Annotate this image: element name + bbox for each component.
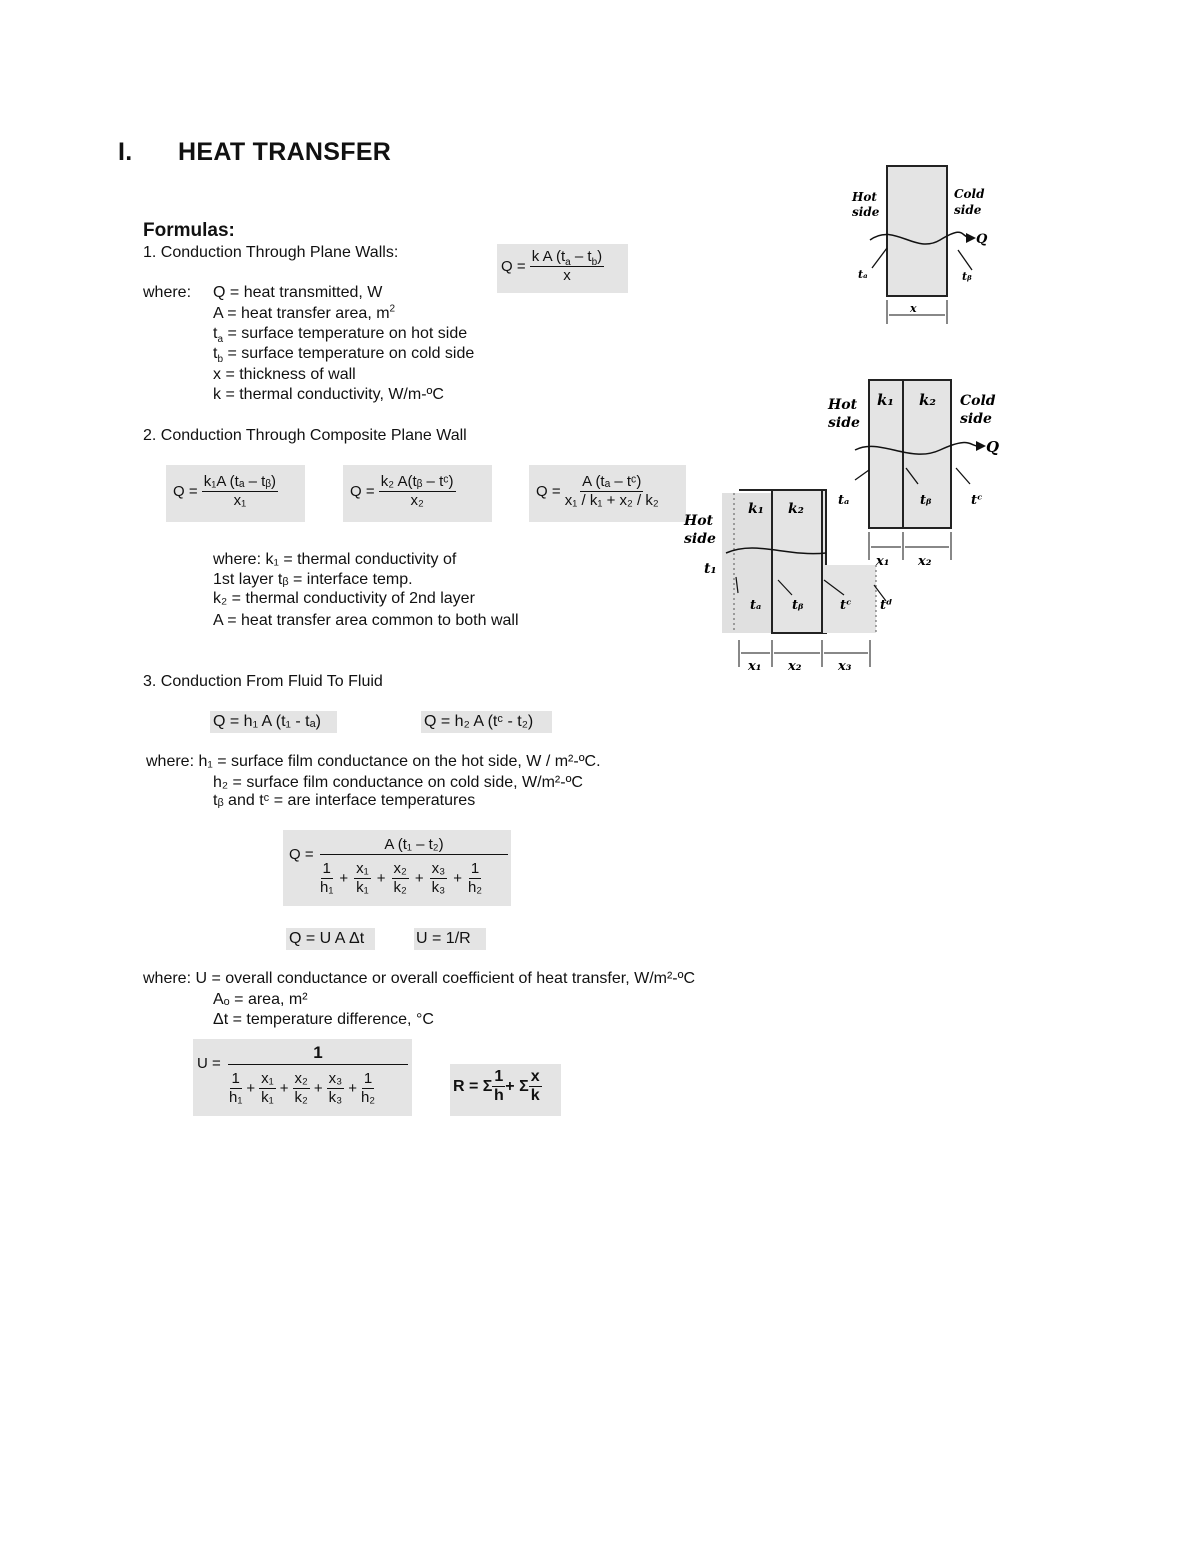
fluid-lhs: Q = (289, 846, 314, 863)
d3-td-label: tᵈ (880, 598, 893, 613)
term-4: $\frac{\text{x₃}}{\text{k₃}}$ (431, 860, 446, 896)
r-frac1-num: 1 (494, 1068, 504, 1085)
item3-where2-2: Aₒ = area, m² (213, 991, 308, 1008)
d3-k1-label: k₁ (748, 501, 764, 517)
d3-x1-label: x₁ (748, 659, 762, 674)
d1-tb-label: tᵦ (962, 270, 972, 283)
formula-composite (536, 473, 659, 510)
formulas-heading: Formulas: (143, 220, 235, 241)
def-q: Q = heat transmitted, W (213, 284, 383, 301)
eq-u-1r: U = 1/R (416, 930, 471, 947)
item3-where-3: tᵦ and tᶜ = are interface temperatures (213, 792, 476, 809)
def-ta: $t_a$ = surface temperature on hot side (213, 325, 468, 346)
eq-hot-film: Q = h₁ A (t₁ - tₐ) (213, 713, 321, 730)
plane-wall-diagram (840, 160, 1020, 330)
term-2: $\frac{\text{x₁}}{\text{k₁}}$ (356, 860, 369, 896)
f1-lhs: Q = (173, 483, 198, 500)
d3-ta-label: tₐ (750, 598, 762, 613)
f2-num: k₂ A(tᵦ – tᶜ) (380, 473, 454, 490)
item2-where-1: where: k₁ = thermal conductivity of (213, 551, 457, 568)
section-number: I. (118, 138, 133, 166)
r-frac2-num: x (530, 1068, 540, 1085)
eq-cold-film: Q = h₂ A (tᶜ - t₂) (424, 713, 534, 730)
item3-title: 3. Conduction From Fluid To Fluid (143, 673, 383, 690)
d1-ta-label: tₐ (858, 268, 868, 281)
formula-den: x (563, 267, 571, 284)
item2-where-2: 1st layer tᵦ = interface temp. (213, 571, 413, 588)
item2-where-3: k₂ = thermal conductivity of 2nd layer (213, 590, 475, 607)
f3-lhs: Q = (536, 483, 561, 500)
item1-title: 1. Conduction Through Plane Walls: (143, 244, 399, 261)
fluid-to-fluid-diagram (676, 485, 898, 675)
d3-hot-label: Hot (684, 513, 714, 529)
fluid-num: A (t₁ – t₂) (320, 836, 508, 855)
r-frac2-den: k (530, 1087, 540, 1104)
d2-cold-side-label: side (960, 411, 992, 427)
def-a: A = heat transfer area, $m^2$ (213, 303, 396, 322)
u-term-2: $\frac{\text{x₁}}{\text{k₁}}$ (261, 1070, 274, 1106)
d1-hot-label: Hot (852, 190, 877, 204)
r-formula (453, 1068, 542, 1105)
r-plus: + Σ (505, 1077, 529, 1095)
d2-hot-side-label: side (828, 415, 860, 431)
d3-t1-label: t₁ (704, 561, 717, 577)
r-lhs: R = Σ (453, 1077, 493, 1095)
d1-q-label: Q (976, 232, 988, 247)
formula-lhs: Q = (501, 258, 526, 275)
item3-where-1: where: h₁ = surface film conductance on the hot side, W / m²-ºC. (146, 753, 601, 770)
u-denominator: $\frac{1}{\text{h₁}}$ + $\frac{\text{x₁}}{\text{k₁}}$ + $\frac{\text{x₂}}{\text{k₂}}$ + $\frac{\text{x₃}}{\text{k₃}}$ + $\frac{1}{\text{h₂}}$ (229, 1070, 376, 1106)
formula-num: k A (t (531, 248, 566, 265)
item3-where2-3: Δt = temperature difference, °C (213, 1011, 434, 1028)
item2-where-4: A = heat transfer area common to both wall (213, 612, 519, 629)
term-3: $\frac{\text{x₂}}{\text{k₂}}$ (393, 860, 407, 896)
formula-num-end: ) (597, 248, 603, 265)
d2-tc-label: tᶜ (971, 493, 983, 508)
formula-plane-wall (501, 248, 604, 285)
f1-num: k₁A (tₐ – tᵦ) (203, 473, 277, 490)
r-frac1-den: h (493, 1087, 504, 1104)
f2-den: x₂ (410, 492, 424, 509)
item3-where-2: h₂ = surface film conductance on cold side, W/m²-ºC (213, 774, 583, 791)
d3-k2-label: k₂ (788, 501, 804, 517)
d2-x2-label: x₂ (918, 554, 932, 569)
d1-cold-side-label: side (954, 203, 982, 217)
eq-q-uadt: Q = U A Δt (289, 930, 365, 947)
d2-tb-label: tᵦ (920, 493, 932, 508)
d1-hot-side-label: side (852, 205, 880, 219)
def-x: x = thickness of wall (213, 366, 356, 383)
f1-den: x₁ (233, 492, 247, 509)
item2-title: 2. Conduction Through Composite Plane Wall (143, 427, 467, 444)
d1-x-label: x (910, 302, 917, 315)
d3-x2-label: x₂ (788, 659, 802, 674)
formula-layer1 (173, 473, 278, 510)
item3-where2-1: where: U = overall conductance or overall coefficient of heat transfer, W/m²-ºC (143, 970, 696, 987)
d2-k1-label: k₁ (877, 391, 894, 409)
d2-x1-label: x₁ (876, 554, 890, 569)
u-term-4: $\frac{\text{x₃}}{\text{k₃}}$ (328, 1070, 343, 1106)
d3-tb-label: tᵦ (792, 598, 804, 613)
formula-num-mid: – t (570, 248, 592, 265)
d2-ta-label: tₐ (838, 493, 850, 508)
u-term-1: $\frac{1}{\text{h₁}}$ (229, 1070, 243, 1106)
f2-lhs: Q = (350, 483, 375, 500)
u-lhs: U = (197, 1055, 221, 1072)
term-5: $\frac{1}{\text{h₂}}$ (467, 860, 483, 896)
def-tb: $t_b$ = surface temperature on cold side (213, 345, 475, 366)
d3-side-label: side (684, 531, 716, 547)
formula-layer2 (350, 473, 456, 510)
f3-num: A (tₐ – tᶜ) (582, 473, 642, 490)
where-label: where: (143, 284, 192, 301)
d1-cold-label: Cold (954, 187, 985, 201)
d2-hot-label: Hot (828, 397, 858, 413)
d3-tc-label: tᶜ (840, 598, 852, 613)
section-title: HEAT TRANSFER (178, 138, 392, 166)
u-term-5: $\frac{1}{\text{h₂}}$ (360, 1070, 376, 1106)
f3-den: x₁ / k₁ + x₂ / k₂ (564, 492, 659, 509)
d2-q-label: Q (986, 438, 1000, 456)
d2-k2-label: k₂ (919, 391, 936, 409)
d2-cold-label: Cold (960, 393, 996, 409)
u-num: 1 (228, 1042, 408, 1065)
fluid-denominator: $\frac{1}{\text{h₁}}$ + $\frac{\text{x₁}}{\text{k₁}}$ + $\frac{\text{x₂}}{\text{k₂}}$ + $\frac{\text{x₃}}{\text{k₃}}$ + $\frac{1}{\text{h₂}}$ (320, 860, 483, 896)
sub-b: b (591, 257, 598, 268)
sub-a: a (565, 257, 571, 268)
d3-x3-label: x₃ (838, 659, 852, 674)
def-k: k = thermal conductivity, W/m-ºC (213, 386, 444, 403)
u-term-3: $\frac{\text{x₂}}{\text{k₂}}$ (294, 1070, 308, 1106)
term-1: $\frac{1}{\text{h₁}}$ (320, 860, 334, 896)
